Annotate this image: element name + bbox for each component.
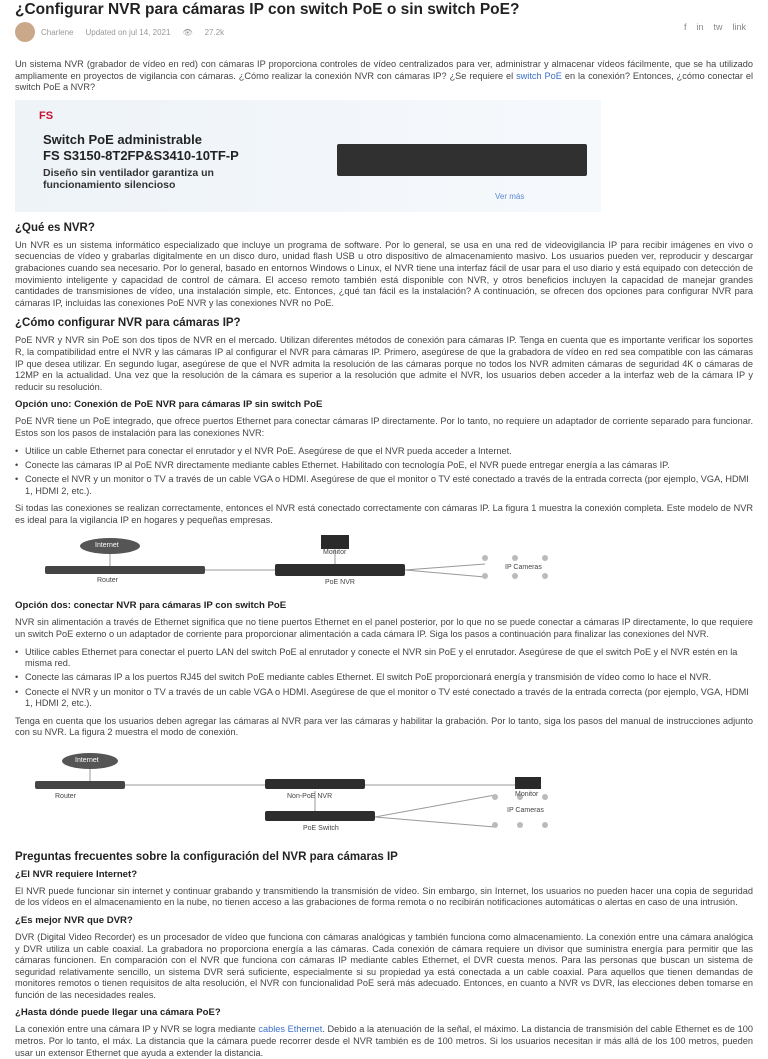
list-item: • Conecte el NVR y un monitor o TV a través de un cable VGA o HDMI. Asegúrese de que el monitor o TV esté conectado a través de la entrada correcta (por ejemplo, VGA, HDMI 1, HDMI 2, etc.). (15, 474, 753, 497)
figure-2-monitor-label: Monitor (515, 790, 539, 798)
view-count: 27.2k (204, 27, 225, 37)
faq-title: Preguntas frecuentes sobre la configuración del NVR para cámaras IP (15, 850, 398, 863)
option-one-after: Si todas las conexiones se realizan correctamente, entonces el NVR está conectado correctamente con cámaras IP. La figura 1 muestra la conexión completa. Este modelo de NVR es ideal para la vigilancia IP en hogares y pequeñas empresas. (15, 503, 753, 525)
figure-2-router-label: Router (55, 792, 77, 800)
intro-paragraph: Un sistema NVR (grabador de vídeo en red) con cámaras IP proporciona controles de vídeo centralizados para ver, administrar y almacenar vídeos fácilmente, que se ha utilizado ampliamente en proyectos de vigilancia con cámaras. ¿Cómo realizar la conexión NVR con cámaras IP? ¿Se requiere el switch PoE en la conexión? Entonces, ¿cómo conectar el switch PoE a NVR? (15, 59, 753, 93)
author-name[interactable]: Charlene (41, 27, 74, 37)
faq-answer-1: El NVR puede funcionar sin internet y continuar grabando y transmitiendo la transmisión de vídeo. Sin embargo, sin Internet, los usuarios no pueden hacer una copia de seguridad de los vídeos en el almacenamiento en la nube, no tienen acceso a las grabaciones de forma remota o no recibirán notificaciones automáticas o alertas en caso de una intrusión. (15, 885, 753, 908)
figure-2-internet-label: Internet (75, 756, 99, 764)
share-bar (684, 22, 746, 32)
list-item: • Conecte las cámaras IP a los puertos RJ45 del switch PoE mediante cables Ethernet. El switch PoE proporcionará energía y transmisión de vídeo como lo hace el NVR. (15, 672, 753, 683)
ethernet-cables-link[interactable]: cables Ethernet (258, 1024, 323, 1035)
banner-more-link[interactable]: Ver más (495, 191, 525, 201)
author-avatar[interactable] (15, 22, 35, 42)
figure-1-internet-label: Internet (95, 542, 119, 550)
linkedin-icon[interactable]: in (696, 22, 704, 32)
link-icon[interactable]: link (732, 22, 746, 32)
section-how-to-configure: ¿Cómo configurar NVR para cámaras IP? (15, 317, 241, 330)
option-one-body: PoE NVR tiene un PoE integrado, que ofrece puertos Ethernet para conectar cámaras IP directamente. Por lo tanto, no requiere un adaptador de corriente separado para funcionar. Estos son los pasos de instalación para las conexiones NVR: (15, 416, 753, 438)
figure-2-diagram (15, 745, 753, 841)
figure-1 (15, 532, 753, 590)
facebook-icon[interactable]: f (683, 22, 687, 32)
figure-1-monitor-label: Monitor (323, 549, 347, 557)
figure-2-switch-label: PoE Switch (303, 824, 339, 832)
figure-1-cameras-label: IP Cameras (505, 564, 542, 572)
figure-2 (15, 745, 753, 841)
option-two-title: Opción dos: conectar NVR para cámaras IP con switch PoE (15, 600, 287, 612)
fs-logo: FS (39, 109, 54, 122)
option-two-steps (15, 647, 753, 710)
switch-poe-link[interactable]: switch PoE (516, 70, 562, 81)
figure-2-nvr-label: Non-PoE NVR (287, 792, 333, 800)
article-title: ¿Configurar NVR para cámaras IP con switch PoE o sin switch PoE? (15, 1, 520, 18)
faq-question-2: ¿Es mejor NVR que DVR? (15, 914, 133, 926)
list-item: • Utilice cables Ethernet para conectar el puerto LAN del switch PoE al enrutador y conecte el NVR sin PoE y el enrutador. Asegúrese de que el switch PoE y el NVR estén en la misma red. (15, 647, 753, 670)
faq-answer-2: DVR (Digital Video Recorder) es un procesador de vídeo que funciona con cámaras analógicas y también funciona como almacenamiento. La conexión entre una cámara analógica y DVR utiliza un cable coaxial. La grabadora no proporciona energía a las cámaras. Cada conexión de cámara requiere un divisor que suministra energía para permitir que las cámaras funcionen. En comparación con el NVR que funciona con cámaras IP mediante cables Ethernet, el DVR cuesta menos. Para las personas que buscan un sistema de seguridad relativamente sencillo, un sistema DVR será suficiente, especialmente si su propiedad ya está conectada a un cable coaxial. Para aquellos que tienen demandas de monitores remotos o tienen requisitos de alta resolución, el NVR con funcionalidad PoE será más adecuado. Entonces, en cuanto a NVR vs DVR, las elecciones deben tomarse en función de las necesidades reales. (15, 931, 753, 1000)
section-what-is-nvr-body: Un NVR es un sistema informático especializado que incluye un programa de software. Por lo general, se usa en una red de videovigilancia IP para recibir imágenes en vivo o secuencias de vídeo y grabarlas digitalmente en un disco duro, unidad flash USB u otro dispositivo de almacenamiento masivo. Los usuarios pueden ver, reproducir y descargar grabaciones cuando sea necesario. Por lo general, basado en entornos Windows o Linux, el NVR tiene una interfaz fácil de usar para el uso diario y está equipado con detección de movimiento inteligente y capacidad de control de cámara. El acceso remoto también está disponible con NVR, y otros beneficios incluyen la capacidad de manejar grandes cantidades de transmisiones de vídeo, una instalación simple, etc. Entonces, ¿qué tan fácil es la instalación? A continuación, se ofrecen dos opciones para configurar NVR para cámaras IP, incluidas las conexiones PoE NVR y las conexiones NVR no PoE. (15, 239, 753, 308)
article-meta (15, 21, 753, 43)
banner-line3: Diseño sin ventilador garantiza un funcionamiento silencioso (43, 166, 214, 191)
figure-1-router-label: Router (97, 577, 119, 585)
section-what-is-nvr: ¿Qué es NVR? (15, 221, 95, 234)
option-one-title: Opción uno: Conexión de PoE NVR para cámaras IP sin switch PoE (15, 399, 323, 411)
figure-2-cameras-label: IP Cameras (507, 806, 544, 814)
eye-icon: 👁 (182, 27, 193, 37)
section-how-to-configure-body: PoE NVR y NVR sin PoE son dos tipos de NVR en el mercado. Utilizan diferentes métodos de conexión para cámaras IP. Tenga en cuenta que es importante verificar los soportes R, la compatibilidad entre el NVR y las cámaras IP al configurar el NVR para cámaras IP. Primero, asegúrese de que la grabadora de vídeo en red sea compatible con las cámaras IP que desea utilizar. En segundo lugar, asegúrese de que el NVR admita la resolución de las cámaras porque no todos los NVR admiten cámaras de seguridad 4K o cámaras de 12MP en la actualidad. Una vez que la resolución de la cámara es superior a la resolución que admite el NVR, los usuarios deben acceder a la interfaz web de la cámara IP y reducir su resolución. (15, 335, 753, 392)
banner-line1: Switch PoE administrable (43, 131, 202, 147)
banner-line2: FS S3150-8T2FP&S3410-10TF-P (43, 147, 239, 163)
faq-question-1: ¿El NVR requiere Internet? (15, 868, 138, 880)
updated-date: Updated on jul 14, 2021 (85, 27, 171, 37)
option-one-steps (15, 446, 753, 498)
faq-answer-3: La conexión entre una cámara IP y NVR se logra mediante cables Ethernet. Debido a la atenuación de la señal, el máximo. La distancia de transmisión del cable Ethernet es de 100 metros. Por lo tanto, el máx. La distancia que la cámara puede recorrer desde el NVR también es de 100 metros. Si los usuarios necesitan ir más allá de los 100 metros, pueden usar un extensor Ethernet que ayuda a extender la distancia. (15, 1024, 753, 1058)
faq-question-3: ¿Hasta dónde puede llegar una cámara PoE? (15, 1007, 221, 1019)
figure-1-diagram (15, 532, 753, 590)
promo-banner[interactable] (15, 100, 601, 212)
option-two-after: Tenga en cuenta que los usuarios deben agregar las cámaras al NVR para ver las cámaras y habilitar la grabación. Por lo tanto, siga los pasos del manual de instrucciones adjunto con su NVR. La figura 2 muestra el modo de conexión. (15, 715, 753, 738)
list-item: • Conecte el NVR y un monitor o TV a través de un cable VGA o HDMI. Asegúrese de que el monitor o TV esté conectado a través de la entrada correcta (por ejemplo, VGA, HDMI 1, HDMI 2, etc.). (15, 687, 753, 710)
list-item: • Utilice un cable Ethernet para conectar el enrutador y el NVR PoE. Asegúrese de que el NVR pueda acceder a Internet. (15, 446, 753, 457)
option-two-body: NVR sin alimentación a través de Ethernet significa que no tiene puertos Ethernet en el panel posterior, por lo que no se puede conectar a cámaras IP directamente, lo que requiere un switch PoE externo o un adaptador de corriente para proporcionar alimentación a cada cámara IP. Siga los pasos a continuación para finalizar las conexiones del NVR. (15, 617, 753, 639)
figure-1-nvr-label: PoE NVR (325, 579, 355, 587)
switch-image (337, 144, 587, 176)
list-item: • Conecte las cámaras IP al PoE NVR directamente mediante cables Ethernet. Habilitado con tecnología PoE, el NVR puede entregar energía a las cámaras IP. (15, 460, 753, 471)
twitter-icon[interactable]: tw (713, 22, 723, 32)
